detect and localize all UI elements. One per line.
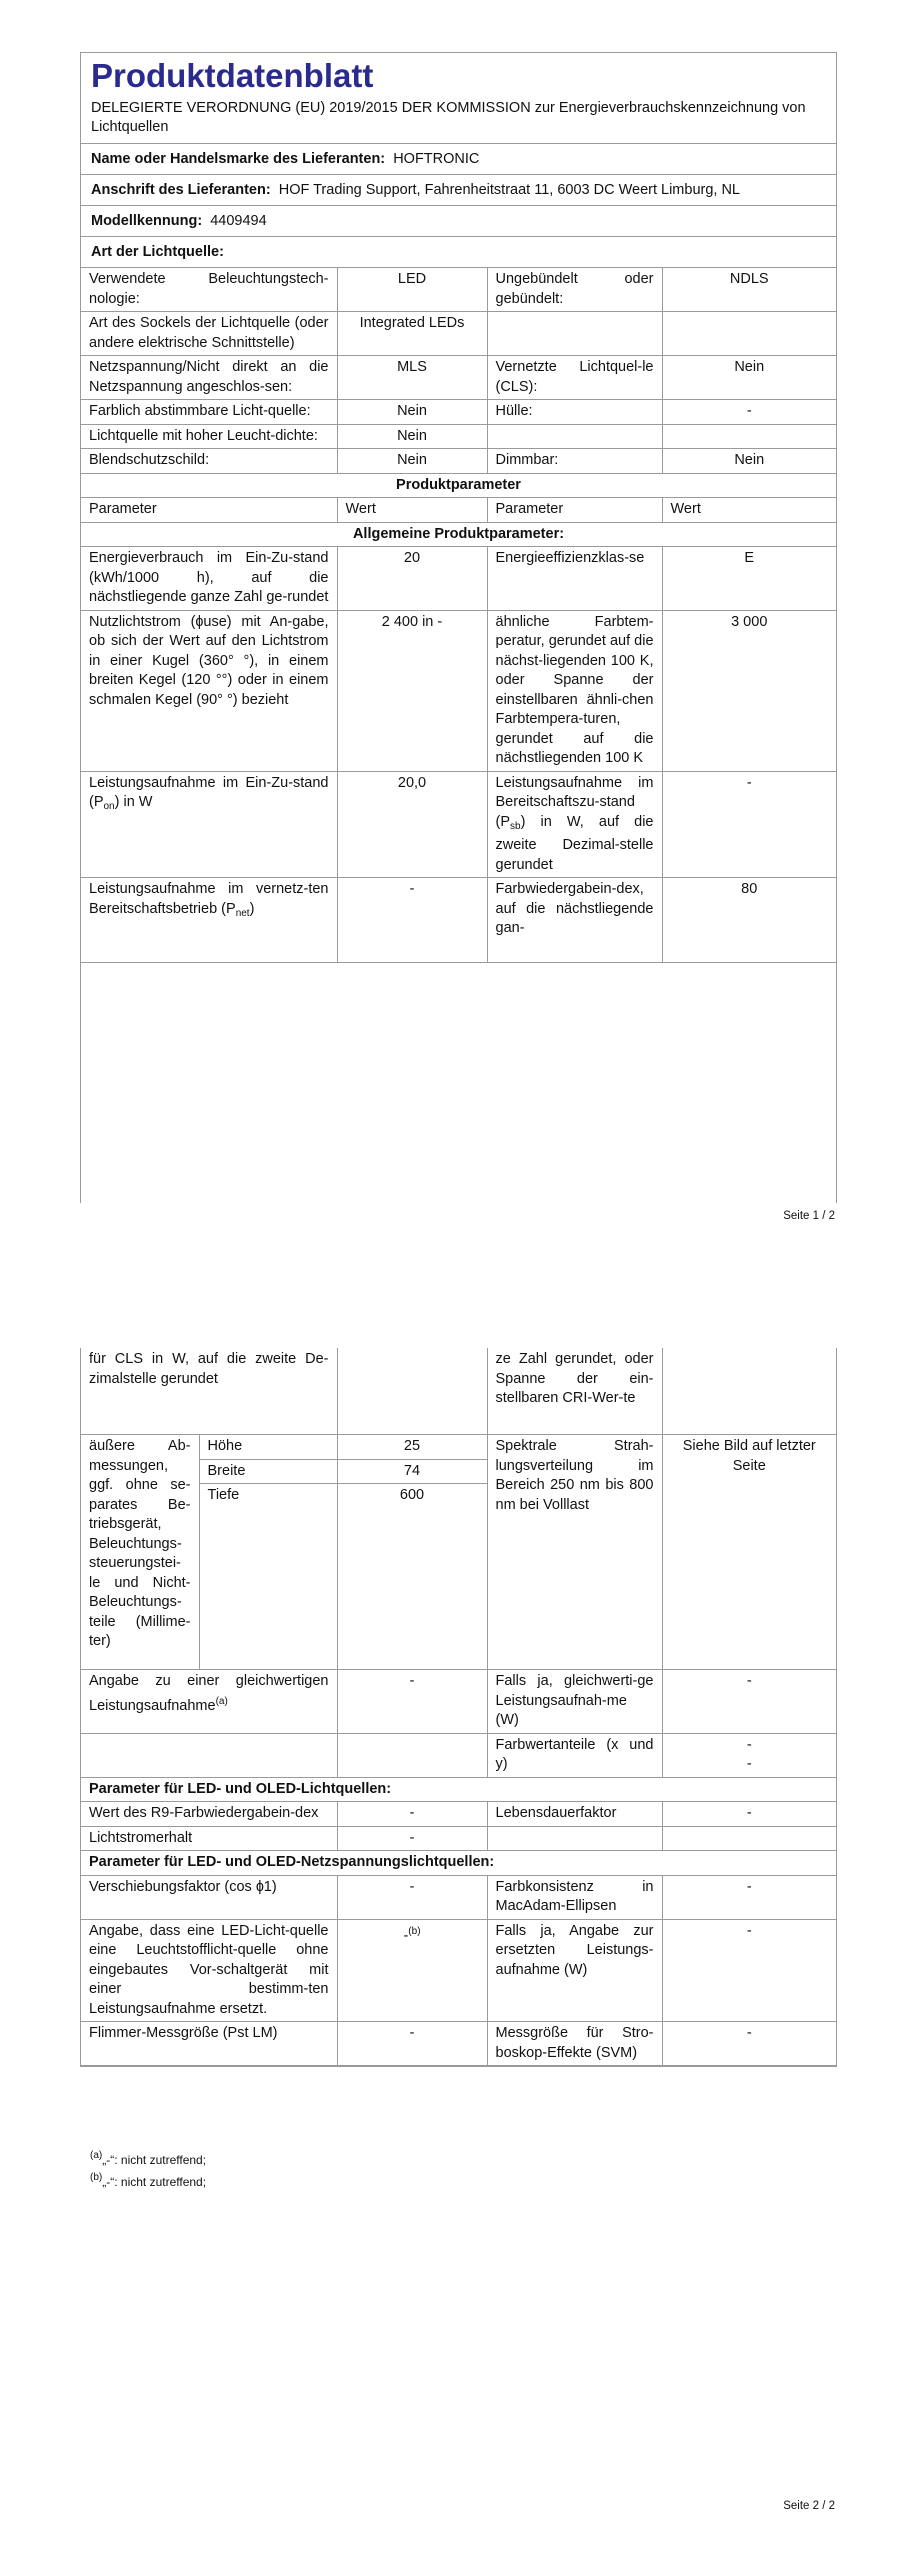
empty-cell: [487, 1826, 662, 1851]
equivalent-power-label: Angabe zu einer gleichwertigen Leistungsaufnahme$^{(a)}$: [81, 1670, 337, 1734]
lightsource-type-line: [81, 237, 836, 268]
general-params-header: Allgemeine Produktparameter:: [81, 522, 836, 547]
table-row: [81, 1875, 836, 1919]
height-label: Höhe: [199, 1435, 337, 1460]
table-row: [81, 1919, 836, 2022]
lumen-maintenance-label: Lichtstromerhalt: [81, 1826, 337, 1851]
glare-value: Nein: [337, 449, 487, 474]
model-value: 4409494: [210, 213, 267, 229]
on-mode-power-value: 20,0: [337, 771, 487, 878]
mains-params-header: Parameter für LED- und OLED-Netzspannungslichtquellen:: [81, 1851, 836, 1876]
tech-label: Verwendete Beleuchtungstech-nologie:: [81, 268, 337, 312]
dimmable-label: Dimmbar:: [487, 449, 662, 474]
high-luminance-label: Lichtquelle mit hoher Leucht-dichte:: [81, 424, 337, 449]
table-row: [81, 522, 836, 547]
networked-standby-value: -: [337, 878, 487, 963]
led-params-header: Parameter für LED- und OLED-Lichtquellen:: [81, 1777, 836, 1802]
table-row: [81, 2022, 836, 2066]
networked-standby-label-cont: für CLS in W, auf die zweite De-zimalstelle gerundet: [81, 1348, 337, 1435]
table-row: [81, 610, 836, 771]
displacement-factor-value: -: [337, 1875, 487, 1919]
high-luminance-value: Nein: [337, 424, 487, 449]
cri-label-cont: ze Zahl gerundet, oder Spanne der ein-stellbaren CRI-Wer-te: [487, 1348, 662, 1435]
footnote-a: $^{(a)}$„-“: nicht zutreffend;: [90, 2150, 207, 2167]
energy-class-label: Energieeffizienzklas-se: [487, 547, 662, 611]
datasheet-page-2: [80, 1348, 837, 2067]
page-1: [0, 0, 905, 1270]
standby-power-value: -: [662, 771, 836, 878]
table-row: [81, 878, 836, 963]
chromaticity-x-value: -: [746, 1736, 752, 1753]
table-row: [81, 1802, 836, 1827]
regulation-subtitle: DELEGIERTE VERORDNUNG (EU) 2019/2015 DER KOMMISSION zur Energieverbrauchskennzeichnung von Lichtquellen: [81, 97, 836, 144]
cct-label: ähnliche Farbtem-peratur, gerundet auf die nächst-liegenden 100 K, oder Spanne der einstellbaren ähnli-chen Farbtempera-turen, gerundet auf die nächstliegenden 100 K: [487, 610, 662, 771]
supplier-line: [81, 144, 836, 175]
table-row: [81, 1670, 836, 1734]
product-table-page-1: [81, 268, 836, 963]
model-label: Modellkennung:: [91, 213, 203, 229]
document-title: Produktdatenblatt: [91, 57, 374, 94]
page-number: Seite 1 / 2: [783, 1210, 835, 1222]
cls-label: Vernetzte Lichtquel-le (CLS):: [487, 356, 662, 400]
height-value: 25: [337, 1435, 487, 1460]
on-mode-power-label: Leistungsaufnahme im Ein-Zu-stand $(P_{on})$ in W: [81, 771, 337, 878]
spectral-distribution-label: Spektrale Strah-lungsverteilung im Bereich 250 nm bis 800 nm bei Volllast: [487, 1435, 662, 1670]
colour-consistency-label: Farbkonsistenz in MacAdam-Ellipsen: [487, 1875, 662, 1919]
address-line: [81, 175, 836, 206]
depth-label: Tiefe: [199, 1484, 337, 1670]
product-table-page-2: [81, 1348, 836, 2066]
cri-value: 80: [662, 878, 836, 963]
empty-cell: [337, 1733, 487, 1777]
table-row: [81, 312, 836, 356]
table-row: [81, 1826, 836, 1851]
dimmable-value: Nein: [662, 449, 836, 474]
column-header-value: Wert: [662, 498, 836, 523]
footnote-b: $^{(b)}$„-“: nicht zutreffend;: [90, 2172, 207, 2189]
page-number: Seite 2 / 2: [783, 2500, 835, 2512]
empty-cell: [487, 424, 662, 449]
r9-value: -: [337, 1802, 487, 1827]
table-row: [81, 1733, 836, 1777]
empty-cell: [662, 312, 836, 356]
supplier-value: HOFTRONIC: [393, 151, 480, 167]
empty-cell: [81, 1733, 337, 1777]
table-row: [81, 473, 836, 498]
retrofit-power-value: -: [662, 1919, 836, 2022]
mains-value: MLS: [337, 356, 487, 400]
glare-label: Blendschutzschild:: [81, 449, 337, 474]
envelope-value: -: [662, 400, 836, 425]
table-row: [81, 400, 836, 425]
empty-cell: [662, 424, 836, 449]
luminous-flux-value: 2 400 in -: [337, 610, 487, 771]
cls-value: Nein: [662, 356, 836, 400]
energy-consumption-value: 20: [337, 547, 487, 611]
equivalent-power-w-label: Falls ja, gleichwerti-ge Leistungsaufnah-me (W): [487, 1670, 662, 1734]
networked-standby-label: Leistungsaufnahme im vernetz-ten Bereitschaftsbetrieb $(P_{net})$: [81, 878, 337, 963]
column-header-parameter: Parameter: [487, 498, 662, 523]
supplier-label: Name oder Handelsmarke des Lieferanten:: [91, 151, 386, 167]
empty-cell: [662, 1348, 836, 1435]
address-label: Anschrift des Lieferanten:: [91, 182, 271, 198]
equivalent-power-w-value: -: [662, 1670, 836, 1734]
envelope-label: Hülle:: [487, 400, 662, 425]
energy-consumption-label: Energieverbrauch im Ein-Zu-stand (kWh/1000 h), auf die nächstliegende ganze Zahl ge-rundet: [81, 547, 337, 611]
r9-label: Wert des R9-Farbwiedergabein-dex: [81, 1802, 337, 1827]
width-value: 74: [337, 1459, 487, 1484]
luminous-flux-label: Nutzlichtstrom (ɸuse) mit An-gabe, ob sich der Wert auf den Lichtstrom in einer Kugel (360° °), in einem breiten Kegel (120 °°) oder in einem schmalen Kegel (90° °) bezieht: [81, 610, 337, 771]
socket-value: Integrated LEDs: [337, 312, 487, 356]
page-2: [0, 1340, 905, 2560]
retrofit-power-label: Falls ja, Angabe zur ersetzten Leistungs-aufnahme (W): [487, 1919, 662, 2022]
table-row: [81, 424, 836, 449]
table-row: [81, 547, 836, 611]
cri-label: Farbwiedergabein-dex, auf die nächstliegende gan-: [487, 878, 662, 963]
table-row: [81, 1777, 836, 1802]
mains-label: Netzspannung/Nicht direkt an die Netzspannung angeschlos-sen:: [81, 356, 337, 400]
table-row: [81, 268, 836, 312]
product-params-header: Produktparameter: [81, 473, 836, 498]
table-row: [81, 1348, 836, 1435]
flicker-metric-value: -: [337, 2022, 487, 2066]
colour-tunable-value: Nein: [337, 400, 487, 425]
socket-label: Art des Sockels der Lichtquelle (oder andere elektrische Schnittstelle): [81, 312, 337, 356]
address-value: HOF Trading Support, Fahrenheitstraat 11, 6003 DC Weert Limburg, NL: [278, 182, 741, 198]
spectral-distribution-value: Siehe Bild auf letzter Seite: [662, 1435, 836, 1670]
width-label: Breite: [199, 1459, 337, 1484]
retrofit-value: -$^{(b)}$: [337, 1919, 487, 2022]
depth-value: 600: [337, 1484, 487, 1670]
table-row: [81, 1435, 836, 1460]
colour-tunable-label: Farblich abstimmbare Licht-quelle:: [81, 400, 337, 425]
empty-cell: [337, 1348, 487, 1435]
column-header-value: Wert: [337, 498, 487, 523]
empty-cell: [487, 312, 662, 356]
stroboscopic-value: -: [662, 2022, 836, 2066]
colour-consistency-value: -: [662, 1875, 836, 1919]
table-header-row: [81, 498, 836, 523]
bundled-label: Ungebündelt oder gebündelt:: [487, 268, 662, 312]
chromaticity-y-value: -: [746, 1756, 752, 1772]
equivalent-power-value: -: [337, 1670, 487, 1734]
retrofit-label: Angabe, dass eine LED-Licht-quelle eine Leuchtstofflicht-quelle ohne eingebautes Vor-schaltgerät mit einer bestimm-ten Leistungsaufnahme ersetzt.: [81, 1919, 337, 2022]
table-row: [81, 356, 836, 400]
column-header-parameter: Parameter: [81, 498, 337, 523]
datasheet-page-1: [80, 52, 837, 1203]
empty-cell: [662, 1826, 836, 1851]
standby-power-label: Leistungsaufnahme im Bereitschaftszu-stand $(P_{sb})$ in W, auf die zweite Dezimal-stelle gerundet: [487, 771, 662, 878]
table-row: [81, 1851, 836, 1876]
cct-value: 3 000: [662, 610, 836, 771]
table-row: [81, 449, 836, 474]
tech-value: LED: [337, 268, 487, 312]
chromaticity-value: [662, 1733, 836, 1777]
displacement-factor-label: Verschiebungsfaktor (cos ɸ1): [81, 1875, 337, 1919]
flicker-metric-label: Flimmer-Messgröße (Pst LM): [81, 2022, 337, 2066]
bundled-value: NDLS: [662, 268, 836, 312]
energy-class-value: E: [662, 547, 836, 611]
lumen-maintenance-value: -: [337, 1826, 487, 1851]
table-row: [81, 771, 836, 878]
survival-factor-label: Lebensdauerfaktor: [487, 1802, 662, 1827]
lightsource-type-label: Art der Lichtquelle:: [91, 244, 224, 260]
survival-factor-value: -: [662, 1802, 836, 1827]
stroboscopic-label: Messgröße für Stro-boskop-Effekte (SVM): [487, 2022, 662, 2066]
chromaticity-label: Farbwertanteile (x und y): [487, 1733, 662, 1777]
model-line: [81, 206, 836, 237]
dimensions-label: äußere Ab-messungen, ggf. ohne se-parates Be-triebsgerät, Beleuchtungs-steuerungstei-le und Nicht-Beleuchtungs-teile (Millime-ter): [81, 1435, 199, 1670]
